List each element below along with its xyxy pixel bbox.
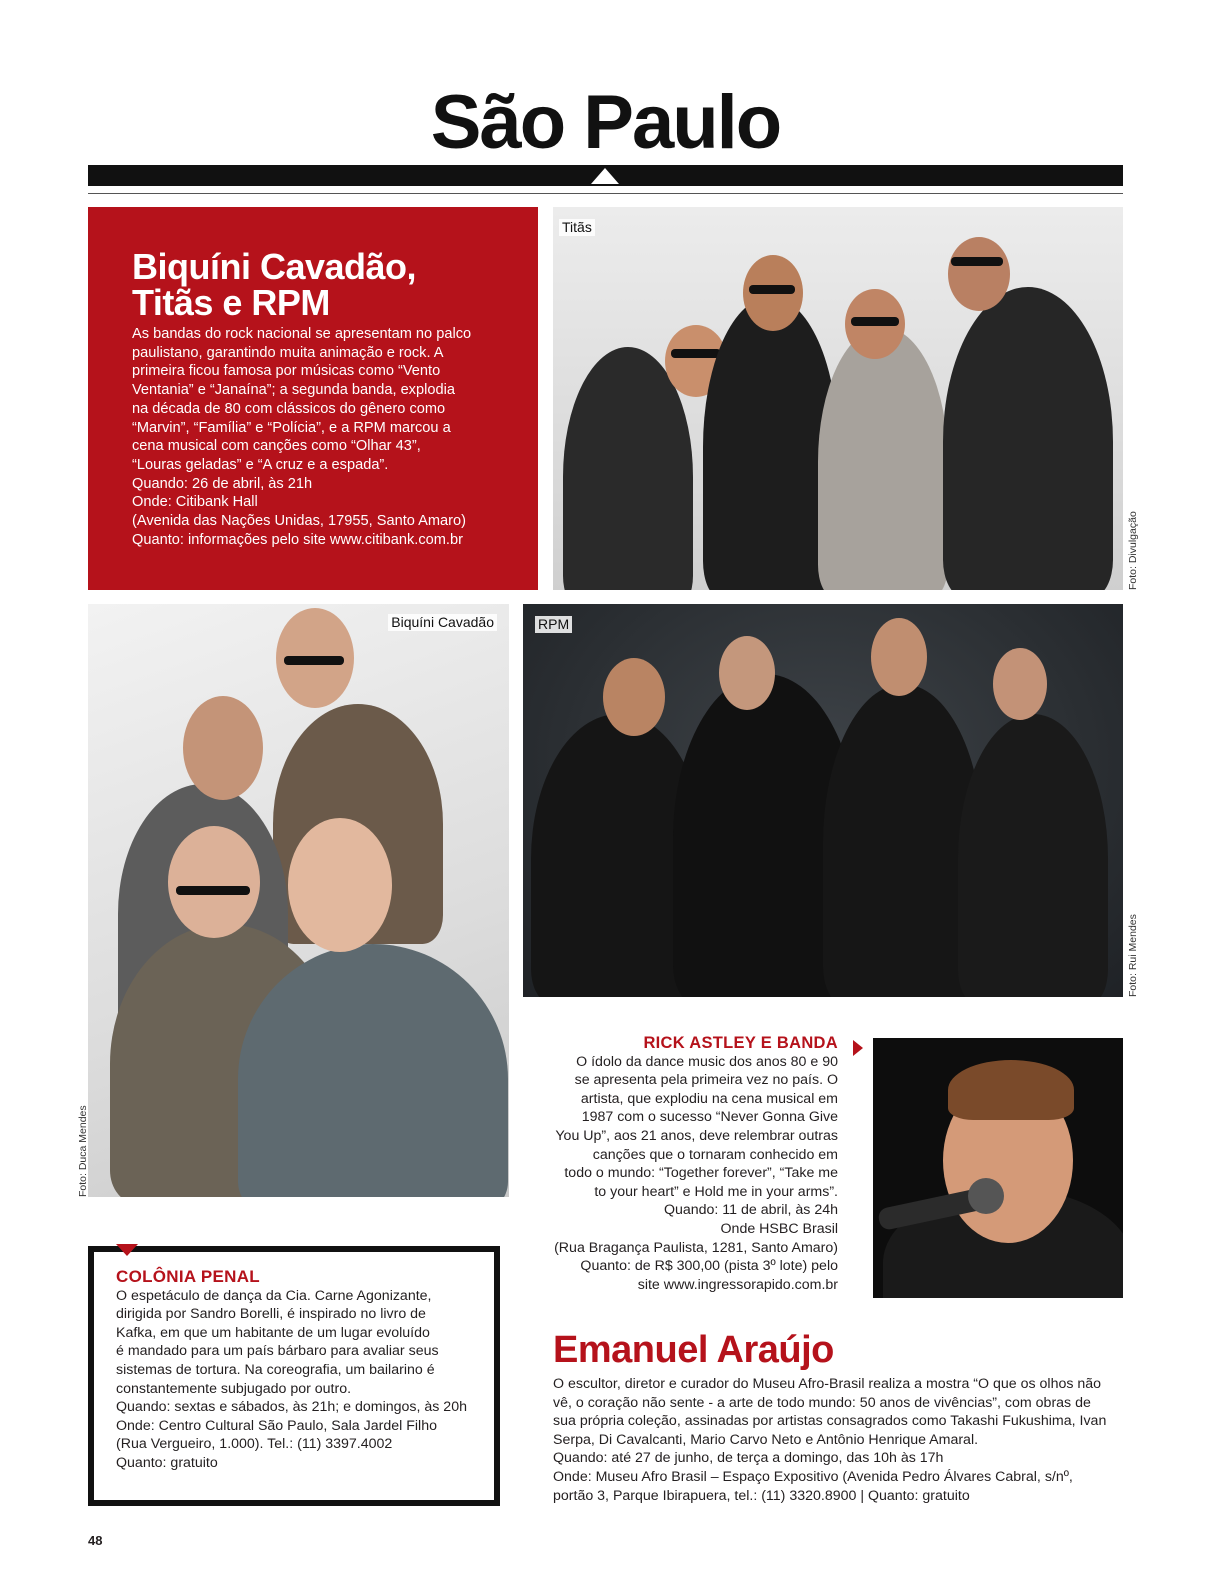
feature-body-line: “Louras geladas” e “A cruz e a espada”. — [132, 456, 389, 473]
feature-body-line: “Marvin”, “Família” e “Polícia”, e a RPM marcou a — [132, 419, 451, 436]
page-number: 48 — [88, 1533, 103, 1548]
feature-body-line: na década de 80 com clássicos do gênero como — [132, 400, 446, 417]
rick-where: Onde HSBC Brasil — [720, 1220, 838, 1237]
biquini-caption: Biquíni Cavadão — [388, 614, 497, 631]
rick-body-line: todo o mundo: “Together forever”, “Take me — [564, 1165, 838, 1182]
emanuel-body-line: Serpa, Di Cavalcanti, Mario Carvo Neto e Antônio Henrique Amaral. — [553, 1431, 979, 1448]
feature-where: Onde: Citibank Hall — [132, 494, 258, 511]
rick-body-line: You Up”, aos 21 anos, deve relembrar outras — [555, 1127, 838, 1144]
rick-when: Quando: 11 de abril, às 24h — [663, 1202, 838, 1219]
colonia-price: Quanto: gratuito — [116, 1454, 218, 1471]
titas-caption: Titãs — [559, 219, 595, 236]
rpm-caption: RPM — [535, 616, 572, 633]
rpm-credit: Foto: Rui Mendes — [1127, 914, 1139, 997]
emanuel-where: portão 3, Parque Ibirapuera, tel.: (11) 3320.8900 | Quanto: gratuito — [553, 1487, 970, 1504]
emanuel-body-line: O escultor, diretor e curador do Museu Afro-Brasil realiza a mostra “O que os olhos não — [553, 1376, 1102, 1392]
feature-title — [132, 246, 532, 323]
colonia-body-line: Kafka, em que um habitante de um lugar evoluído — [116, 1324, 430, 1341]
feature-box — [88, 207, 538, 590]
feature-body-line: As bandas do rock nacional se apresentam no palco — [132, 326, 472, 342]
feature-price: Quanto: informações pelo site www.citibank.com.br — [132, 531, 463, 548]
emanuel-when: Quando: até 27 de junho, de terça a domingo, das 10h às 17h — [553, 1450, 944, 1467]
feature-title-line: Biquíni Cavadão, — [132, 246, 417, 287]
colonia-body-line: dirigida por Sandro Borelli, é inspirado no livro de — [116, 1306, 426, 1323]
rick-arrow-marker — [853, 1040, 863, 1056]
emanuel-where: Onde: Museu Afro Brasil – Espaço Expositivo (Avenida Pedro Álvares Cabral, s/nº, — [553, 1468, 1073, 1485]
title-notch — [591, 168, 619, 184]
rick-title: RICK ASTLEY E BANDA — [643, 1034, 838, 1052]
rick-body-line: O ídolo da dance music dos anos 80 e 90 — [576, 1053, 838, 1070]
feature-when: Quando: 26 de abril, às 21h — [132, 475, 313, 492]
colonia-when: Quando: sextas e sábados, às 21h; e domingos, às 20h — [116, 1399, 467, 1416]
rick-price: Quanto: de R$ 300,00 (pista 3º lote) pelo — [580, 1258, 838, 1275]
colonia-body-line: é mandado para um país bárbaro para avaliar seus — [116, 1343, 439, 1360]
biquini-photo — [88, 604, 509, 1197]
emanuel-title: Emanuel Araújo — [553, 1329, 834, 1371]
rick-price: site www.ingressorapido.com.br — [637, 1276, 838, 1293]
rick-body-line: se apresenta pela primeira vez no país. O — [574, 1072, 838, 1089]
feature-body-line: cena musical com canções como “Olhar 43”, — [132, 438, 421, 455]
feature-body-line: paulistano, garantindo muita animação e rock. A — [132, 344, 444, 361]
page-title: São Paulo — [430, 80, 781, 165]
colonia-address: (Rua Vergueiro, 1.000). Tel.: (11) 3397.4002 — [116, 1436, 393, 1453]
rick-body-line: canções que o tornaram conhecido em — [592, 1146, 838, 1163]
feature-body — [132, 325, 512, 549]
colonia-where: Onde: Centro Cultural São Paulo, Sala Jardel Filho — [116, 1417, 437, 1434]
colonia-body-line: sistemas de tortura. Na coreografia, um bailarino é — [116, 1361, 435, 1378]
rpm-photo — [523, 604, 1123, 997]
rick-body-line: 1987 com o sucesso “Never Gonna Give — [581, 1109, 838, 1126]
rick-article — [548, 1034, 838, 1294]
titas-photo — [553, 207, 1123, 590]
colonia-article — [116, 1268, 491, 1473]
emanuel-body-line: vê, o coração não sente - a arte de todo mundo: 50 anos de vivências”, com obras de — [553, 1394, 1091, 1411]
emanuel-article — [553, 1375, 1113, 1505]
colonia-body-line: constantemente subjugado por outro. — [116, 1380, 352, 1397]
rick-photo — [873, 1038, 1123, 1298]
feature-body-line: primeira ficou famosa por músicas como “Vento — [132, 363, 441, 380]
rick-address: (Rua Bragança Paulista, 1281, Santo Amaro) — [554, 1239, 838, 1256]
emanuel-body-line: sua própria coleção, assinadas por artistas consagrados como Takashi Fukushima, Ivan — [553, 1413, 1107, 1430]
biquini-credit: Foto: Duca Mendes — [77, 1105, 89, 1197]
colonia-body-line: O espetáculo de dança da Cia. Carne Agonizante, — [116, 1287, 432, 1304]
feature-title-line: Titãs e RPM — [132, 282, 330, 323]
feature-address: (Avenida das Nações Unidas, 17955, Santo Amaro) — [132, 513, 466, 530]
colonia-title: COLÔNIA PENAL — [116, 1267, 260, 1286]
titas-credit: Foto: Divulgação — [1127, 511, 1139, 590]
colonia-tab-marker — [116, 1244, 138, 1256]
rick-body-line: to your heart” e Hold me in your arms”. — [594, 1183, 838, 1200]
feature-body-line: Ventania” e “Janaína”; a segunda banda, explodia — [132, 382, 455, 399]
rick-body-line: artista, que explodiu na cena musical em — [580, 1090, 838, 1107]
title-rule — [88, 193, 1123, 194]
